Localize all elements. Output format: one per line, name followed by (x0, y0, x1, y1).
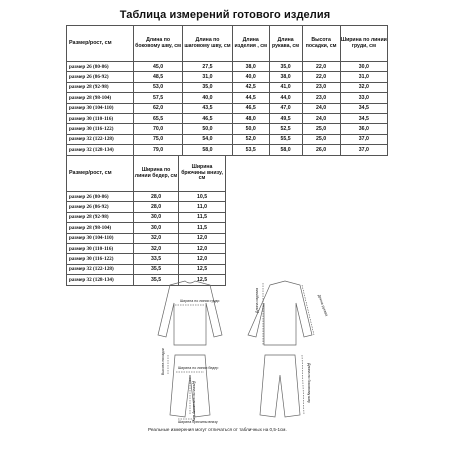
value-cell: 75,0 (134, 134, 183, 144)
value-cell: 32,0 (340, 82, 387, 92)
value-cell: 65,5 (134, 113, 183, 123)
value-cell: 25,0 (302, 124, 340, 134)
pants-measurements-table (66, 155, 226, 286)
value-cell: 11,5 (179, 223, 226, 233)
table-row (67, 93, 388, 103)
value-cell: 35,5 (134, 264, 179, 274)
value-cell: 12,0 (179, 233, 226, 243)
value-cell: 45,0 (134, 62, 183, 72)
leg-bottom-width-label: Ширина брючины внизу (178, 420, 218, 424)
value-cell: 34,5 (340, 103, 387, 113)
value-cell: 50,0 (232, 124, 269, 134)
size-cell: размер 28 (92-98) (67, 212, 134, 222)
value-cell: 12,5 (179, 264, 226, 274)
table-row (67, 223, 226, 233)
table-row (67, 82, 388, 92)
value-cell: 52,0 (232, 134, 269, 144)
value-cell: 35,0 (269, 62, 302, 72)
hip-width-label: Ширина по линии бедер (178, 366, 219, 370)
side-seam-length-label: Длина по боковому шву (307, 363, 311, 403)
table-header-row (67, 156, 226, 192)
value-cell: 52,5 (269, 124, 302, 134)
garment-length-label: Длина изделия (255, 287, 259, 313)
size-cell: размер 26 (80-86) (67, 62, 134, 72)
size-cell: размер 30 (110-116) (67, 243, 134, 253)
value-cell: 26,0 (302, 145, 340, 155)
value-cell: 33,5 (134, 254, 179, 264)
column-header: Размер/рост, см (67, 156, 134, 192)
column-header: Ширина брючины внизу, см (179, 156, 226, 192)
table-row (67, 233, 226, 243)
value-cell: 12,0 (179, 254, 226, 264)
value-cell: 12,0 (179, 243, 226, 253)
value-cell: 43,5 (183, 103, 233, 113)
value-cell: 28,0 (134, 192, 179, 202)
size-cell: размер 28 (98-104) (67, 93, 134, 103)
value-cell: 44,0 (269, 93, 302, 103)
value-cell: 50,0 (183, 124, 233, 134)
size-cell: размер 32 (128-134) (67, 275, 134, 285)
value-cell: 25,0 (302, 134, 340, 144)
table-row (67, 103, 388, 113)
value-cell: 34,5 (340, 113, 387, 123)
table-row (67, 202, 226, 212)
table-row (67, 134, 388, 144)
size-cell: размер 30 (116-122) (67, 124, 134, 134)
column-header: Длина по боковому шву, см (134, 26, 183, 62)
garment-drawings (140, 275, 340, 425)
value-cell: 31,0 (340, 72, 387, 82)
value-cell: 55,5 (269, 134, 302, 144)
table-row (67, 72, 388, 82)
value-cell: 12,5 (179, 275, 226, 285)
column-header: Длина рукава, см (269, 26, 302, 62)
value-cell: 57,5 (134, 93, 183, 103)
value-cell: 23,0 (302, 82, 340, 92)
chest-width-label: Ширина по линии груди (180, 299, 220, 303)
value-cell: 58,0 (269, 145, 302, 155)
sleeve-length-label: Длина рукава (317, 293, 329, 317)
table-row (67, 124, 388, 134)
column-header: Длина изделия , см (232, 26, 269, 62)
column-header: Размер/рост, см (67, 26, 134, 62)
footnote: Реальные измерения могут отличаться от табличных на 0,5-1см. (148, 427, 287, 432)
value-cell: 44,5 (232, 93, 269, 103)
inseam-length-label: Длина по шаговому шву (192, 381, 196, 422)
value-cell: 38,0 (269, 72, 302, 82)
table-row (67, 243, 226, 253)
value-cell: 28,0 (134, 202, 179, 212)
value-cell: 42,5 (232, 82, 269, 92)
value-cell: 62,0 (134, 103, 183, 113)
value-cell: 53,0 (134, 82, 183, 92)
column-header: Высота посадки, см (302, 26, 340, 62)
value-cell: 35,0 (183, 82, 233, 92)
value-cell: 79,0 (134, 145, 183, 155)
value-cell: 36,0 (340, 124, 387, 134)
pants-back-outline (260, 355, 300, 417)
table-row (67, 264, 226, 274)
value-cell: 30,0 (340, 62, 387, 72)
table-row (67, 145, 388, 155)
value-cell: 48,0 (232, 113, 269, 123)
size-cell: размер 28 (98-104) (67, 223, 134, 233)
sweatshirt-front-outline (158, 281, 222, 345)
value-cell: 35,5 (134, 275, 179, 285)
value-cell: 49,5 (269, 113, 302, 123)
seat-height-label: Высота посадки (161, 348, 165, 375)
size-cell: размер 30 (110-116) (67, 113, 134, 123)
value-cell: 24,0 (302, 113, 340, 123)
value-cell: 40,0 (183, 93, 233, 103)
value-cell: 32,0 (134, 243, 179, 253)
value-cell: 70,0 (134, 124, 183, 134)
size-cell: размер 26 (80-86) (67, 192, 134, 202)
value-cell: 27,5 (183, 62, 233, 72)
value-cell: 37,0 (340, 134, 387, 144)
top-measurements-table (66, 25, 388, 156)
value-cell: 11,0 (179, 202, 226, 212)
table-row (67, 254, 226, 264)
value-cell: 37,0 (340, 145, 387, 155)
value-cell: 38,0 (232, 62, 269, 72)
value-cell: 46,5 (232, 103, 269, 113)
value-cell: 48,5 (134, 72, 183, 82)
size-cell: размер 32 (128-134) (67, 145, 134, 155)
size-cell: размер 30 (116-122) (67, 254, 134, 264)
size-cell: размер 32 (122-128) (67, 134, 134, 144)
table-header-row (67, 26, 388, 62)
value-cell: 10,5 (179, 192, 226, 202)
table-row (67, 212, 226, 222)
value-cell: 24,0 (302, 103, 340, 113)
size-cell: размер 28 (92-98) (67, 82, 134, 92)
table-row (67, 113, 388, 123)
size-cell: размер 26 (86-92) (67, 202, 134, 212)
page-title: Таблица измерений готового изделия (119, 9, 331, 21)
column-header: Ширина по линии бедер, см (134, 156, 179, 192)
value-cell: 32,0 (134, 233, 179, 243)
value-cell: 41,0 (269, 82, 302, 92)
value-cell: 22,0 (302, 62, 340, 72)
value-cell: 23,0 (302, 93, 340, 103)
value-cell: 30,0 (134, 223, 179, 233)
value-cell: 33,0 (340, 93, 387, 103)
size-cell: размер 32 (122-128) (67, 264, 134, 274)
value-cell: 46,5 (183, 113, 233, 123)
value-cell: 31,0 (183, 72, 233, 82)
value-cell: 30,0 (134, 212, 179, 222)
value-cell: 40,0 (232, 72, 269, 82)
size-cell: размер 30 (104-110) (67, 233, 134, 243)
value-cell: 53,5 (232, 145, 269, 155)
value-cell: 11,5 (179, 212, 226, 222)
size-cell: размер 26 (86-92) (67, 72, 134, 82)
table-row (67, 192, 226, 202)
value-cell: 54,0 (183, 134, 233, 144)
value-cell: 22,0 (302, 72, 340, 82)
size-cell: размер 30 (104-110) (67, 103, 134, 113)
column-header: Длина по шаговому шву, см (183, 26, 233, 62)
value-cell: 47,0 (269, 103, 302, 113)
value-cell: 58,0 (183, 145, 233, 155)
column-header: Ширина по линии груди, см (340, 26, 387, 62)
table-row (67, 62, 388, 72)
